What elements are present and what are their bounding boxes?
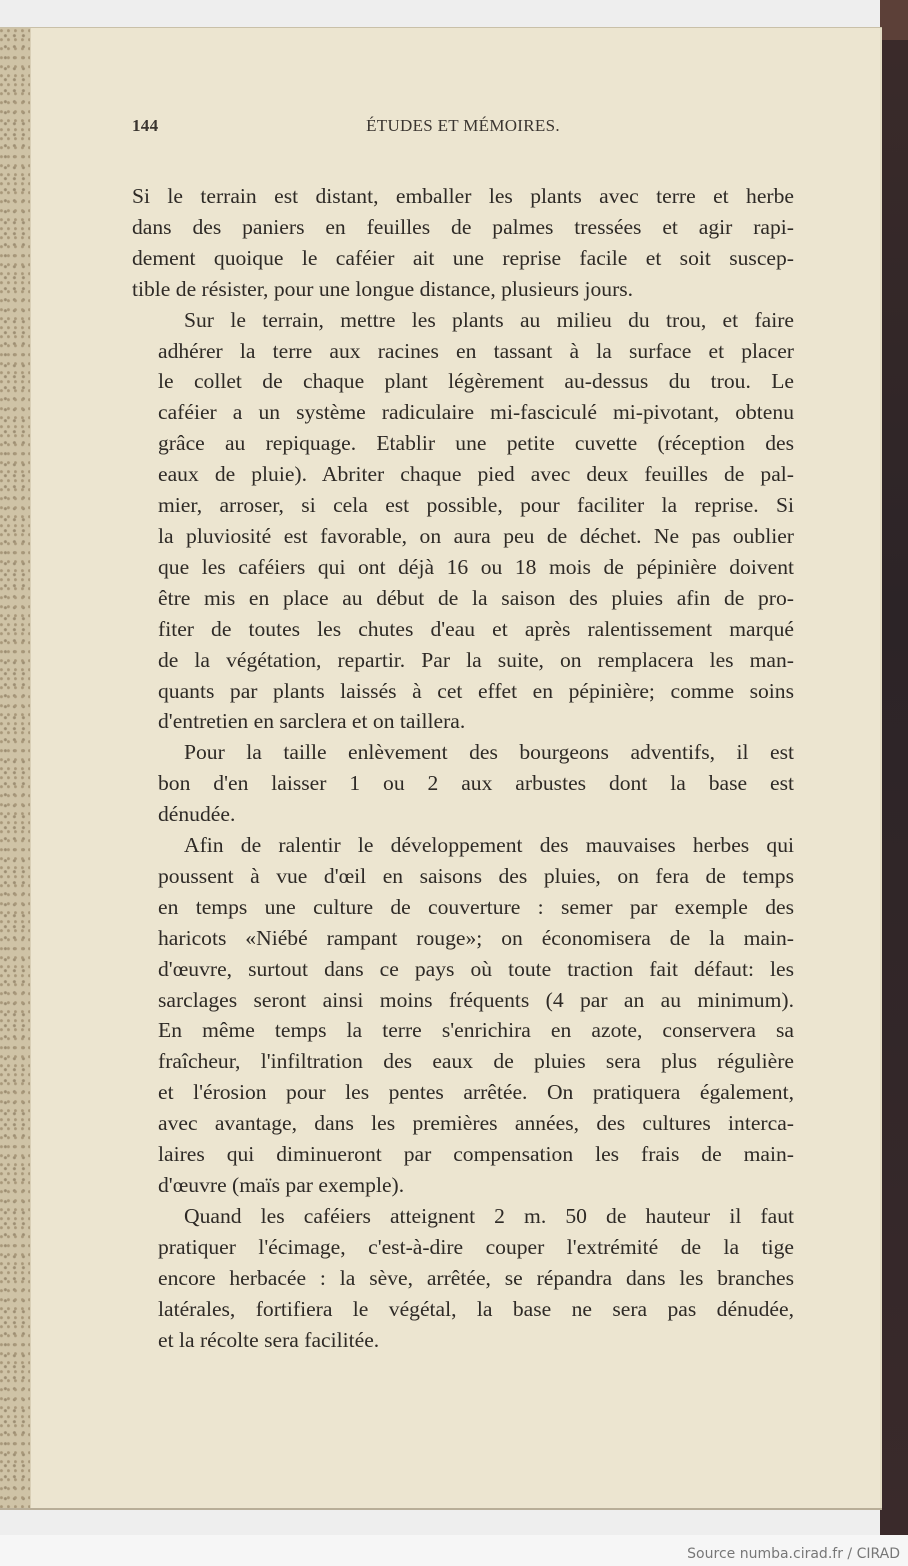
text-line: quants par plants laissés à cet effet en pépinière; comme soins	[158, 678, 794, 703]
book-cover-edge	[880, 0, 908, 1535]
text-line: grâce au repiquage. Etablir une petite cuvette (réception des	[158, 431, 794, 456]
text-line: latérales, fortifiera le végétal, la base ne sera pas dénudée,	[158, 1296, 794, 1321]
text-line: de la végétation, repartir. Par la suite, on remplacera les man-	[158, 647, 794, 672]
text-line: encore herbacée : la sève, arrêtée, se répandra dans les branches	[158, 1265, 794, 1290]
text-line: le collet de chaque plant légèrement au-dessus du trou. Le	[158, 369, 794, 394]
text-line: sarclages seront ainsi moins fréquents (4 par an au minimum).	[158, 987, 794, 1012]
text-line: adhérer la terre aux racines en tassant à la surface et placer	[158, 338, 794, 363]
paragraph	[132, 181, 794, 305]
paragraph	[132, 305, 794, 738]
page-stack-edge	[0, 28, 31, 1508]
body-text	[132, 181, 794, 1355]
text-line: Quand les caféiers atteignent 2 m. 50 de hauteur il faut	[184, 1203, 794, 1228]
text-line: bon d'en laisser 1 ou 2 aux arbustes dont la base est	[158, 771, 794, 796]
text-line: avec avantage, dans les premières années, des cultures interca-	[158, 1111, 794, 1136]
text-line: et la récolte sera facilitée.	[158, 1327, 380, 1352]
text-line: Pour la taille enlèvement des bourgeons adventifs, il est	[184, 740, 794, 765]
page-header	[132, 116, 794, 140]
text-line: en temps une culture de couverture : semer par exemple des	[158, 894, 794, 919]
text-line: dans des paniers en feuilles de palmes tressées et agir rapi-	[132, 214, 794, 239]
text-line: dement quoique le caféier ait une reprise facile et soit suscep-	[132, 245, 794, 270]
text-line: dénudée.	[158, 802, 236, 827]
running-title: ÉTUDES ET MÉMOIRES.	[366, 116, 560, 135]
text-line: caféier a un système radiculaire mi-fasciculé mi-pivotant, obtenu	[158, 400, 794, 425]
text-line: tible de résister, pour une longue distance, plusieurs jours.	[132, 276, 634, 301]
text-line: pratiquer l'écimage, c'est-à-dire couper l'extrémité de la tige	[158, 1234, 794, 1259]
text-line: d'œuvre, surtout dans ce pays où toute traction fait défaut: les	[158, 956, 794, 981]
text-line: d'entretien en sarclera et on taillera.	[158, 709, 466, 734]
text-line: eaux de pluie). Abriter chaque pied avec deux feuilles de pal-	[158, 462, 794, 487]
source-caption: Source numba.cirad.fr / CIRAD	[687, 1546, 900, 1562]
text-line: la pluviosité est favorable, on aura peu de déchet. Ne pas oublier	[158, 523, 794, 548]
text-line: haricots «Niébé rampant rouge»; on économisera de la main-	[158, 925, 794, 950]
paragraph	[132, 830, 794, 1201]
text-line: être mis en place au début de la saison des pluies afin de pro-	[158, 585, 794, 610]
text-line: que les caféiers qui ont déjà 16 ou 18 mois de pépinière doivent	[158, 554, 794, 579]
text-line: laires qui diminueront par compensation les frais de main-	[158, 1142, 794, 1167]
paragraph	[132, 737, 794, 830]
text-line: En même temps la terre s'enrichira en azote, conservera sa	[158, 1018, 794, 1043]
text-line: fraîcheur, l'infiltration des eaux de pluies sera plus régulière	[158, 1049, 794, 1074]
page-number: 144	[132, 116, 159, 135]
text-line: d'œuvre (maïs par exemple).	[158, 1173, 405, 1197]
text-line: poussent à vue d'œil en saisons des pluies, on fera de temps	[158, 863, 794, 888]
paragraph	[132, 1201, 794, 1356]
text-line: mier, arroser, si cela est possible, pour faciliter la reprise. Si	[158, 493, 794, 518]
text-line: Si le terrain est distant, emballer les plants avec terre et herbe	[132, 184, 794, 208]
text-line: fiter de toutes les chutes d'eau et après ralentissement marqué	[158, 616, 794, 641]
text-line: Sur le terrain, mettre les plants au milieu du trou, et faire	[184, 307, 794, 332]
text-line: Afin de ralentir le développement des mauvaises herbes qui	[184, 833, 794, 858]
text-line: et l'érosion pour les pentes arrêtée. On pratiquera également,	[158, 1080, 794, 1105]
